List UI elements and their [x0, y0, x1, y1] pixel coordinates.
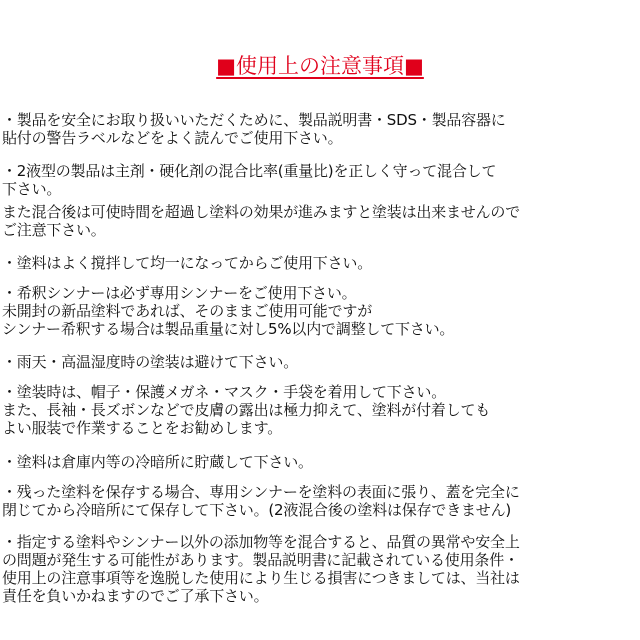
text-line: 使用上の注意事項等を逸脱した使用により生じる損害につきましては、当社は [2, 569, 520, 587]
text-line: ・希釈シンナーは必ず専用シンナーをご使用下さい。 [2, 284, 357, 302]
text-line: シンナー希釈する場合は製品重量に対し5%以内で調整して下さい。 [2, 320, 455, 338]
text-line: ・塗料はよく撹拌して均一になってからご使用下さい。 [2, 254, 373, 272]
text-line: ・塗料は倉庫内等の冷暗所に貯蔵して下さい。 [2, 453, 313, 471]
text-line: ・塗装時は、帽子・保護メガネ・マスク・手袋を着用して下さい。 [2, 383, 447, 401]
text-line: また混合後は可使時間を超過し塗料の効果が進みますと塗装は出来ませんので [2, 203, 521, 221]
text-line: また、長袖・長ズボンなどで皮膚の露出は極力抑えて、塗料が付着しても [2, 401, 491, 419]
text-line: ご注意下さい。 [2, 221, 106, 239]
text-line: ・製品を安全にお取り扱いいただくために、製品説明書・SDS・製品容器に [2, 111, 506, 129]
text-line: 閉じてから冷暗所にて保存して下さい。(2液混合後の塗料は保存できません) [2, 501, 512, 519]
text-line: ・残った塗料を保存する場合、専用シンナーを塗料の表面に張り、蓋を完全に [2, 483, 520, 501]
text-line: ・雨天・高温湿度時の塗装は避けて下さい。 [2, 353, 299, 371]
text-line: ・指定する塗料やシンナー以外の添加物等を混合すると、品質の異常や安全上 [2, 533, 520, 551]
text-line: 未開封の新品塗料であれば、そのままご使用可能ですが [2, 302, 373, 320]
page-title-text: ■使用上の注意事項■ [216, 54, 424, 78]
page-title [0, 52, 640, 80]
text-line: 責任を負いかねますのでご了承下さい。 [2, 587, 269, 605]
text-line: 下さい。 [2, 180, 62, 198]
text-line: よい服装で作業することをお勧めします。 [2, 419, 283, 437]
text-line: 貼付の警告ラベルなどをよく読んでご使用下さい。 [2, 129, 343, 147]
text-line: の問題が発生する可能性があります。製品説明書に記載されている使用条件・ [2, 551, 519, 569]
text-line: ・2液型の製品は主剤・硬化剤の混合比率(重量比)を正しく守って混合して [2, 162, 497, 180]
